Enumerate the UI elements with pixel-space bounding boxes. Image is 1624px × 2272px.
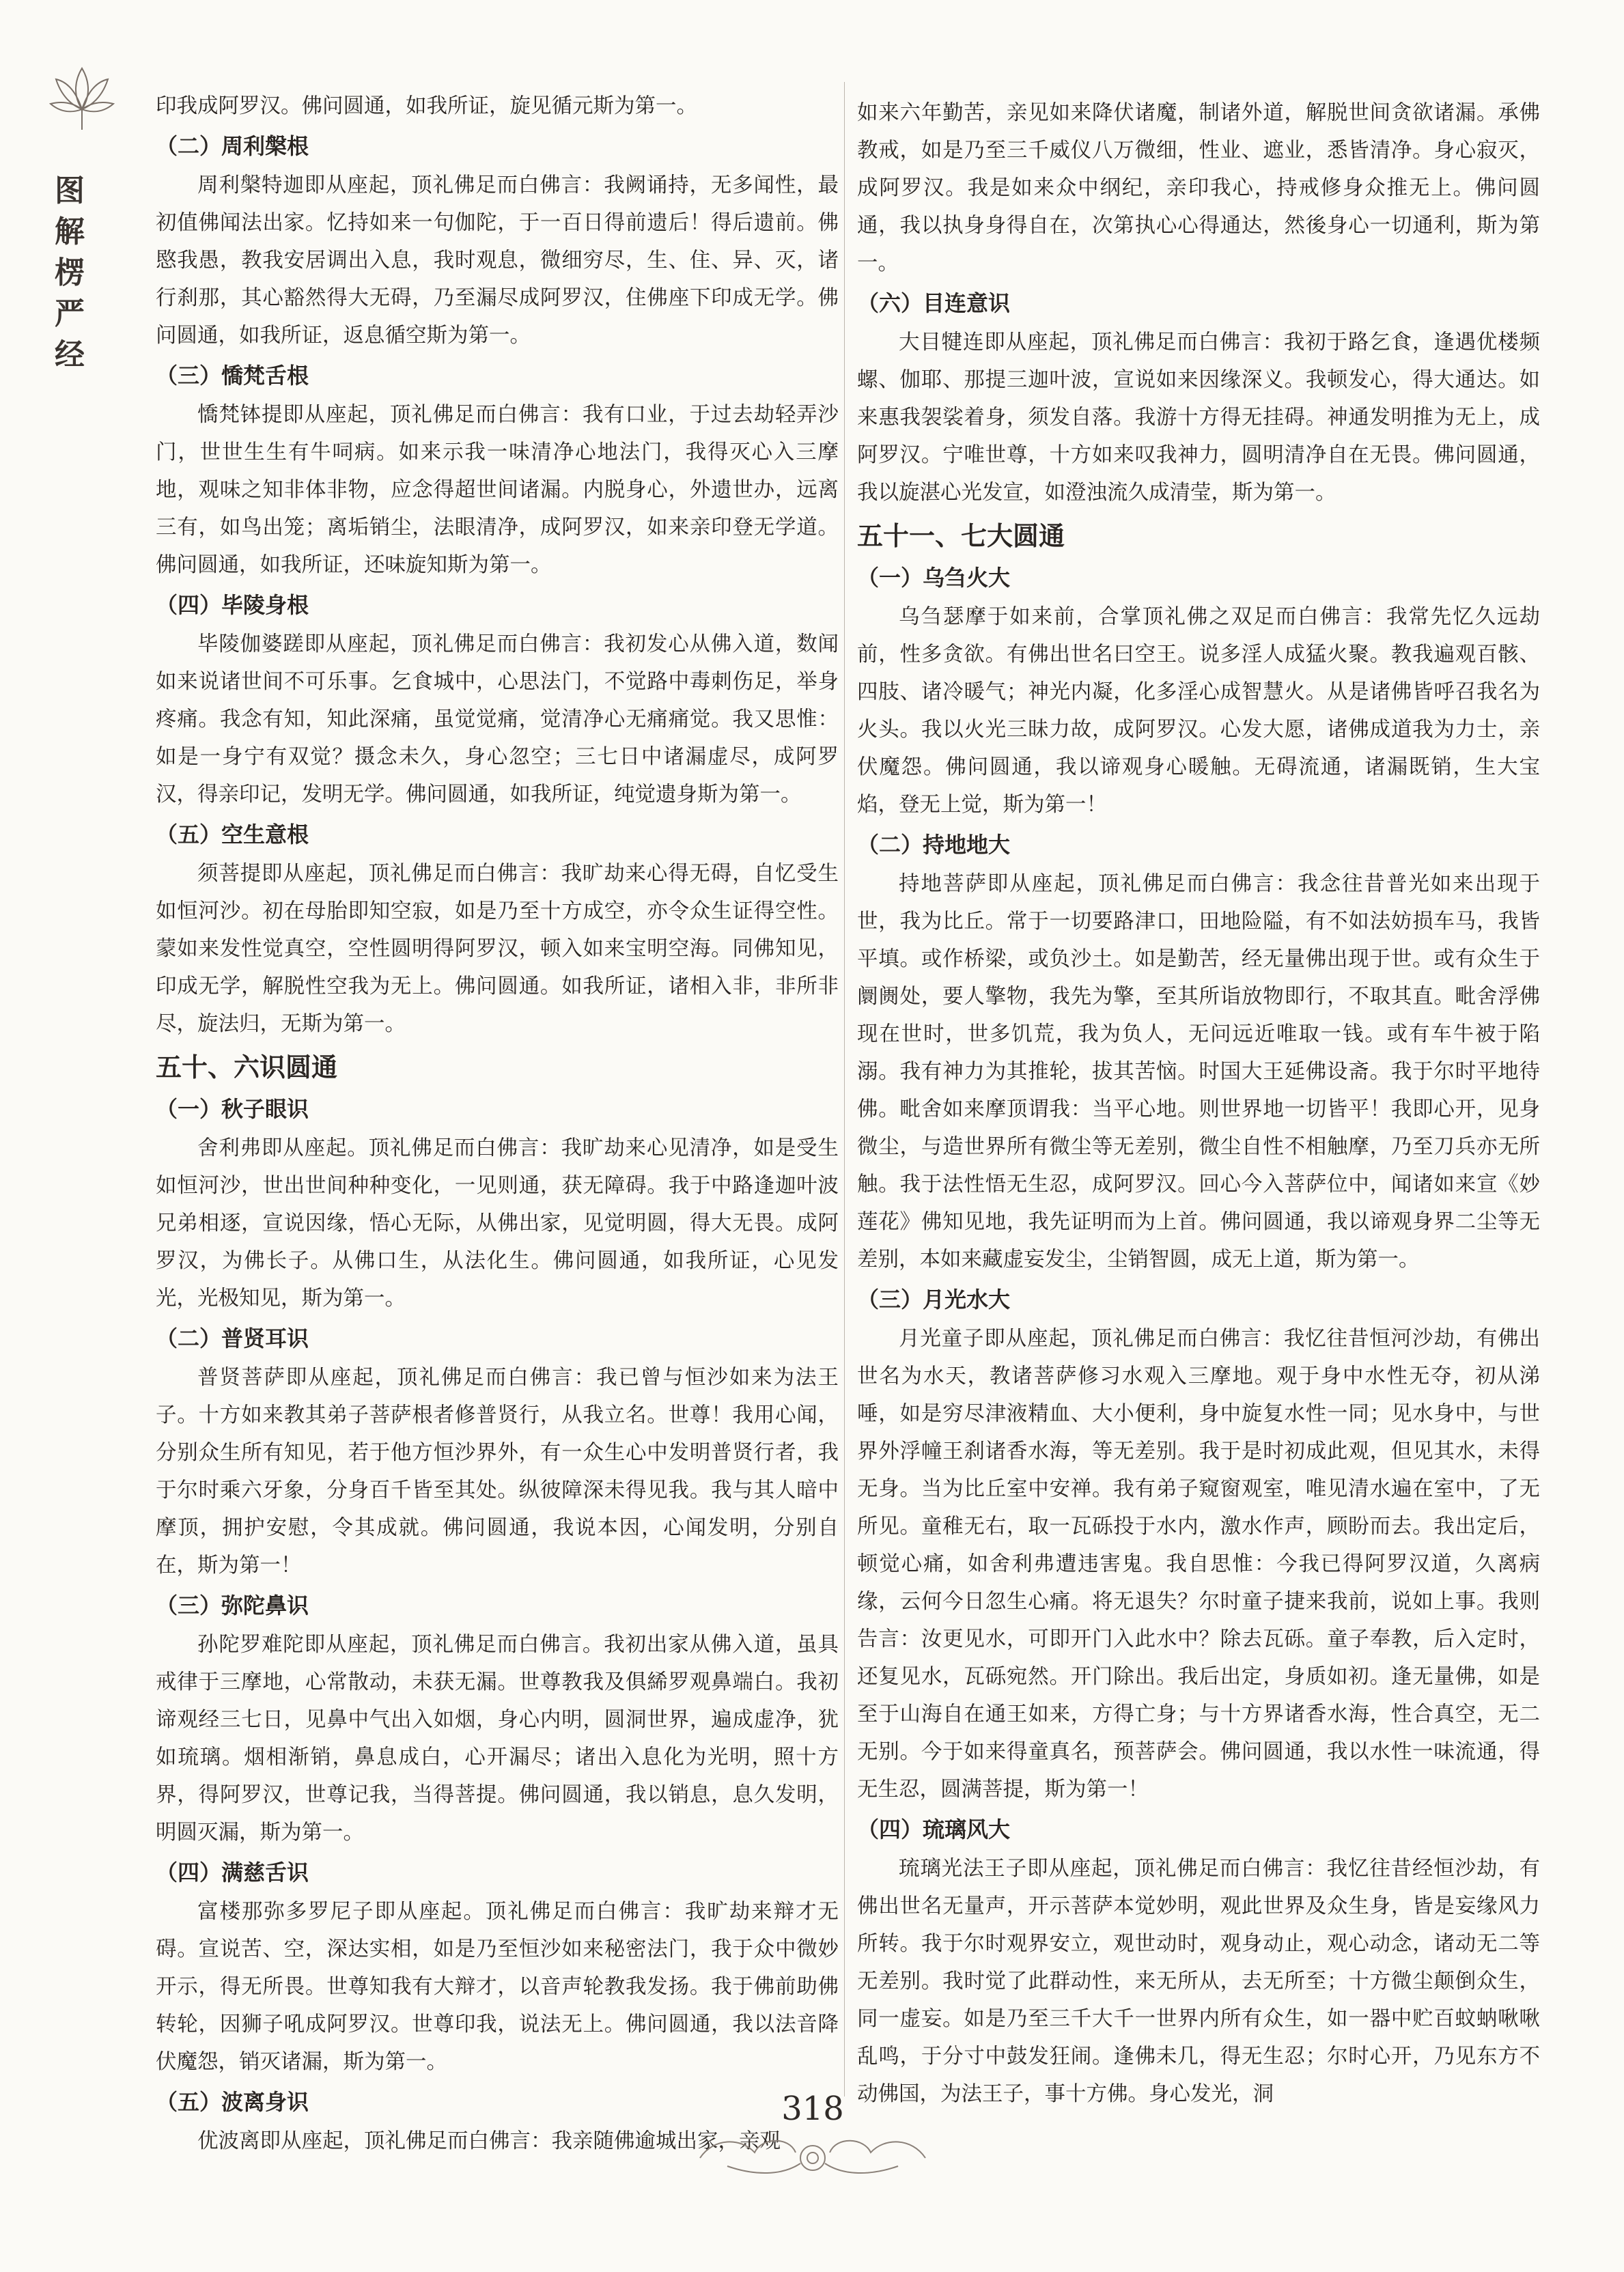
section-heading: （二）周利槃根: [156, 133, 309, 159]
chapter-heading: 五十一、七大圆通: [857, 521, 1065, 551]
section-heading: （五）波离身识: [156, 2089, 309, 2115]
book-title-char: 解: [55, 214, 85, 249]
body-paragraph: 月光童子即从座起，顶礼佛足而白佛言：我忆往昔恒河沙劫，有佛出世名为水天，教诸菩萨修习水观入三摩地。观于身中水性无夺，初从涕唾，如是穷尽津液精血、大小便利，身中旋复水性一同；见水身中，与世界外浮幢王刹诸香水海，等无差别。我于是时初成此观，但见其水，未得无身。当为比丘室中安禅。我有弟子窥窗观室，唯见清水遍在室中，了无所见。童稚无右，取一瓦砾投于水内，激水作声，顾盼而去。我出定后，顿觉心痛，如舍利弗遭违害鬼。我自思惟：今我已得阿罗汉道，久离病缘，云何今日忽生心痛。将无退失？尔时童子捷来我前，说如上事。我则告言：汝更见水，可即开门入此水中？除去瓦砾。童子奉教，后入定时，还复见水，瓦砾宛然。开门除出。我后出定，身质如初。逢无量佛，如是至于山海自在通王如来，方得亡身；与十方界诸香水海，性合真空，无二无别。今于如来得童真名，预菩萨会。佛问圆通，我以水性一味流通，得无生忍，圆满菩提，斯为第一！: [857, 1327, 1540, 1801]
body-paragraph: 孙陀罗难陀即从座起，顶礼佛足而白佛言。我初出家从佛入道，虽具戒律于三摩地，心常散动，未获无漏。世尊教我及俱絺罗观鼻端白。我初谛观经三七日，见鼻中气出入如烟，身心内明，圆洞世界，遍成虚净，犹如琉璃。烟相渐销，鼻息成白，心开漏尽；诸出入息化为光明，照十方界，得阿罗汉，世尊记我，当得菩提。佛问圆通，我以销息，息久发明，明圆灭漏，斯为第一。: [156, 1633, 839, 1845]
section-heading: （三）弥陀鼻识: [156, 1593, 309, 1618]
section-heading: （一）秋子眼识: [156, 1096, 309, 1122]
left-text-column: [156, 87, 839, 2160]
lotus-ornament-icon: [41, 55, 123, 137]
right-text-column: [857, 94, 1540, 2113]
section-heading: （六）目连意识: [857, 290, 1011, 316]
page-number: 318: [781, 2090, 844, 2128]
chapter-heading: 五十、六识圆通: [156, 1052, 338, 1082]
body-paragraph: 持地菩萨即从座起，顶礼佛足而白佛言：我念往昔普光如来出现于世，我为比丘。常于一切要路津口，田地险隘，有不如法妨损车马，我皆平填。或作桥梁，或负沙土。如是勤苦，经无量佛出现于世。或有众生于阛阓处，要人擎物，我先为擎，至其所诣放物即行，不取其直。毗舍浮佛现在世时，世多饥荒，我为负人，无问远近唯取一钱。或有车牛被于陷溺。我有神力为其推轮，拔其苦恼。时国大王延佛设斋。我于尔时平地待佛。毗舍如来摩顶谓我：当平心地。则世界地一切皆平！我即心开，见身微尘，与造世界所有微尘等无差别，微尘自性不相触摩，乃至刀兵亦无所触。我于法性悟无生忍，成阿罗汉。回心今入菩萨位中，闻诸如来宣《妙莲花》佛知见地，我先证明而为上首。佛问圆通，我以谛观身界二尘等无差别，本如来藏虚妄发尘，尘销智圆，成无上道，斯为第一。: [857, 872, 1540, 1272]
section-heading: （四）满慈舌识: [156, 1860, 309, 1885]
section-heading: （三）月光水大: [857, 1287, 1011, 1313]
book-title-char: 经: [55, 337, 85, 372]
body-paragraph: 大目犍连即从座起，顶礼佛足而白佛言：我初于路乞食，逢遇优楼频螺、伽耶、那提三迦叶波，宣说如来因缘深义。我顿发心，得大通达。如来惠我袈裟着身，须发自落。我游十方得无挂碍。神通发明推为无上，成阿罗汉。宁唯世尊，十方如来叹我神力，圆明清净自在无畏。佛问圆通，我以旋湛心光发宣，如澄浊流久成清莹，斯为第一。: [857, 331, 1540, 505]
cloud-ornament-icon: [686, 2110, 939, 2185]
book-title-char: 楞: [55, 255, 85, 290]
section-heading: （五）空生意根: [156, 822, 309, 847]
body-paragraph: 印我成阿罗汉。佛问圆通，如我所证，旋见循元斯为第一。: [156, 94, 697, 118]
section-heading: （二）持地地大: [857, 832, 1011, 858]
body-paragraph: 优波离即从座起，顶礼佛足而白佛言：我亲随佛逾城出家，亲观: [197, 2129, 781, 2153]
body-paragraph: 如来六年勤苦，亲见如来降伏诸魔，制诸外道，解脱世间贪欲诸漏。承佛教戒，如是乃至三千威仪八万微细，性业、遮业，悉皆清净。身心寂灭，成阿罗汉。我是如来众中纲纪，亲印我心，持戒修身众推无上。佛问圆通，我以执身身得自在，次第执心心得通达，然後身心一切通利，斯为第一。: [857, 101, 1540, 275]
section-heading: （四）毕陵身根: [156, 592, 309, 618]
body-paragraph: 普贤菩萨即从座起，顶礼佛足而白佛言：我已曾与恒沙如来为法王子。十方如来教其弟子菩萨根者修普贤行，从我立名。世尊！我用心闻，分别众生所有知见，若于他方恒沙界外，有一众生心中发明普贤行者，我于尔时乘六牙象，分身百千皆至其处。纵彼障深未得见我。我与其人暗中摩顶，拥护安慰，令其成就。佛问圆通，我说本因，心闻发明，分别自在，斯为第一！: [156, 1366, 839, 1577]
section-heading: （一）乌刍火大: [857, 565, 1011, 591]
section-heading: （三）憍梵舌根: [156, 363, 309, 389]
book-title-char: 图: [55, 173, 85, 208]
book-title-char: 严: [55, 296, 85, 331]
body-paragraph: 憍梵钵提即从座起，顶礼佛足而白佛言：我有口业，于过去劫轻弄沙门，世世生生有牛呞病。如来示我一味清净心地法门，我得灭心入三摩地，观味之知非体非物，应念得超世间诸漏。内脱身心，外遗世办，远离三有，如鸟出笼；离垢销尘，法眼清净，成阿罗汉，如来亲印登无学道。佛问圆通，如我所证，还味旋知斯为第一。: [156, 403, 839, 577]
body-paragraph: 毕陵伽婆蹉即从座起，顶礼佛足而白佛言：我初发心从佛入道，数闻如来说诸世间不可乐事。乞食城中，心思法门，不觉路中毒刺伤足，举身疼痛。我念有知，知此深痛，虽觉觉痛，觉清净心无痛痛觉。我又思惟：如是一身宁有双觉？摄念未久，身心忽空；三七日中诸漏虚尽，成阿罗汉，得亲印记，发明无学。佛问圆通，如我所证，纯觉遗身斯为第一。: [156, 632, 839, 807]
body-paragraph: 琉璃光法王子即从座起，顶礼佛足而白佛言：我忆往昔经恒沙劫，有佛出世名无量声，开示菩萨本觉妙明，观此世界及众生身，皆是妄缘风力所转。我于尔时观界安立，观世动时，观身动止，观心动念，诸动无二等无差别。我时觉了此群动性，来无所从，去无所至；十方微尘颠倒众生，同一虚妄。如是乃至三千大千一世界内所有众生，如一器中贮百蚊蚋啾啾乱鸣，于分寸中鼓发狂闹。逢佛未几，得无生忍；尔时心开，乃见东方不动佛国，为法王子，事十方佛。身心发光，洞: [857, 1857, 1540, 2106]
section-heading: （二）普贤耳识: [156, 1326, 309, 1351]
body-paragraph: 舍利弗即从座起。顶礼佛足而白佛言：我旷劫来心见清净，如是受生如恒河沙，世出世间种种变化，一见则通，获无障碍。我于中路逢迦叶波兄弟相逐，宣说因缘，悟心无际，从佛出家，见觉明圆，得大无畏。成阿罗汉，为佛长子。从佛口生，从法化生。佛问圆通，如我所证，心见发光，光极知见，斯为第一。: [156, 1136, 839, 1310]
column-divider: [844, 82, 845, 2096]
book-title-vertical: [42, 171, 97, 376]
body-paragraph: 富楼那弥多罗尼子即从座起。顶礼佛足而白佛言：我旷劫来辩才无碍。宣说苦、空，深达实相，如是乃至恒沙如来秘密法门，我于众中微妙开示，得无所畏。世尊知我有大辩才，以音声轮教我发扬。我于佛前助佛转轮，因狮子吼成阿罗汉。世尊印我，说法无上。佛问圆通，我以法音降伏魔怨，销灭诸漏，斯为第一。: [156, 1900, 839, 2074]
body-paragraph: 周利槃特迦即从座起，顶礼佛足而白佛言：我阙诵持，无多闻性，最初值佛闻法出家。忆持如来一句伽陀，于一百日得前遗后！得后遗前。佛愍我愚，教我安居调出入息，我时观息，微细穷尽，生、住、异、灭，诸行刹那，其心豁然得大无碍，乃至漏尽成阿罗汉，住佛座下印成无学。佛问圆通，如我所证，返息循空斯为第一。: [156, 173, 839, 348]
section-heading: （四）琉璃风大: [857, 1817, 1011, 1842]
body-paragraph: 须菩提即从座起，顶礼佛足而白佛言：我旷劫来心得无碍，自忆受生如恒河沙。初在母胎即知空寂，如是乃至十方成空，亦令众生证得空性。蒙如来发性觉真空，空性圆明得阿罗汉，顿入如来宝明空海。同佛知见，印成无学，解脱性空我为无上。佛问圆通。如我所证，诸相入非，非所非尽，旋法归，无斯为第一。: [156, 862, 839, 1036]
body-paragraph: 乌刍瑟摩于如来前，合掌顶礼佛之双足而白佛言：我常先忆久远劫前，性多贪欲。有佛出世名曰空王。说多淫人成猛火聚。教我遍观百骸、四肢、诸冷暖气；神光内凝，化多淫心成智慧火。从是诸佛皆呼召我名为火头。我以火光三昧力故，成阿罗汉。心发大愿，诸佛成道我为力士，亲伏魔怨。佛问圆通，我以谛观身心暖触。无碍流通，诸漏既销，生大宝焰，登无上觉，斯为第一！: [857, 605, 1540, 817]
